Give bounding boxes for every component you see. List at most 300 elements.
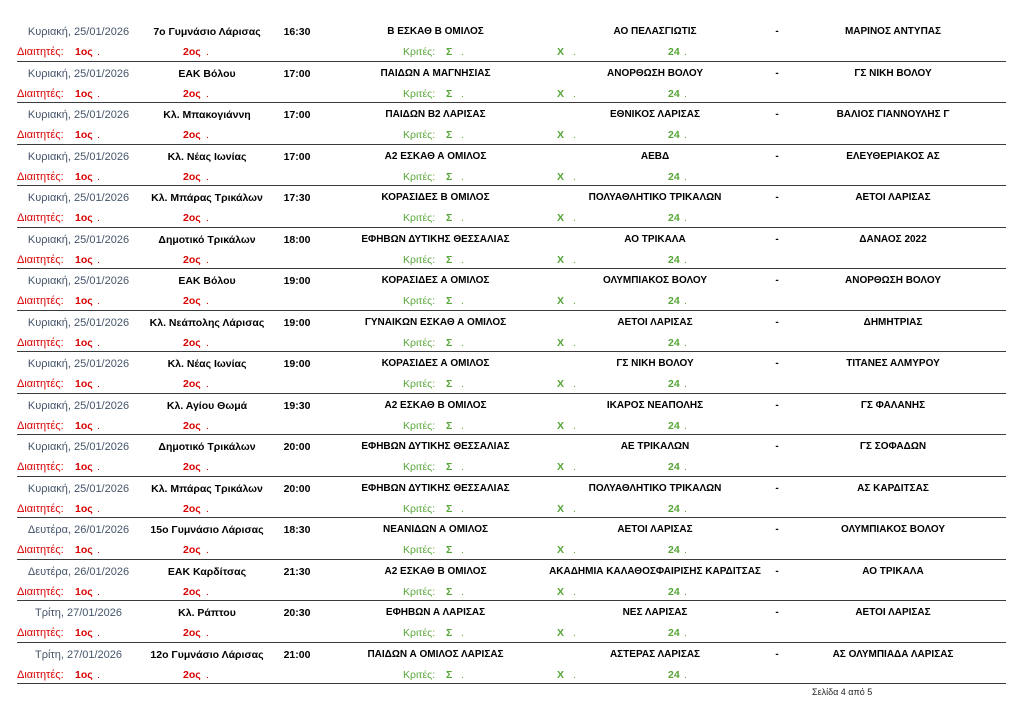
judges-label: Κριτές: bbox=[403, 253, 436, 266]
referee-2-slot: 2ος bbox=[183, 502, 201, 515]
match-category: ΠΑΙΔΩΝ Β2 ΛΑΡΙΣΑΣ bbox=[385, 109, 486, 120]
scorer-slot: Σ bbox=[446, 336, 453, 349]
scorer-slot: Σ bbox=[446, 544, 453, 556]
timekeeper-slot: Χ bbox=[557, 336, 565, 349]
timekeeper-slot: Χ bbox=[557, 212, 565, 224]
scorer-slot: Σ bbox=[446, 419, 453, 432]
judges-label: Κριτές: bbox=[403, 87, 436, 100]
referee-1-slot: 1ος bbox=[75, 336, 93, 349]
shot-clock-slot: 24 bbox=[668, 419, 680, 432]
match-row bbox=[0, 439, 1024, 481]
shot-clock-slot: 24 bbox=[668, 129, 680, 141]
referee-2-blank: . bbox=[206, 170, 209, 183]
referee-2-blank: . bbox=[206, 253, 209, 266]
home-team: ΓΣ ΝΙΚΗ ΒΟΛΟΥ bbox=[616, 358, 694, 369]
match-time: 17:00 bbox=[283, 67, 311, 80]
row-separator-line bbox=[17, 683, 1006, 684]
away-team: ΟΛΥΜΠΙΑΚΟΣ ΒΟΛΟΥ bbox=[840, 524, 946, 535]
timekeeper-blank: . bbox=[573, 585, 576, 598]
timekeeper-blank: . bbox=[573, 336, 576, 349]
referee-1-blank: . bbox=[97, 87, 100, 100]
match-date: Κυριακή, 25/01/2026 bbox=[27, 358, 130, 370]
versus-separator: - bbox=[775, 109, 779, 120]
match-date: Κυριακή, 25/01/2026 bbox=[27, 150, 130, 163]
match-time: 17:00 bbox=[283, 150, 311, 163]
away-team: ΑΣ ΚΑΡΔΙΤΣΑΣ bbox=[857, 482, 929, 494]
referee-2-blank: . bbox=[206, 336, 209, 349]
judges-label: Κριτές: bbox=[403, 668, 436, 681]
shot-clock-slot: 24 bbox=[668, 212, 680, 224]
match-time: 16:30 bbox=[283, 26, 311, 38]
shot-clock-slot: 24 bbox=[668, 502, 680, 515]
home-team: ΕΘΝΙΚΟΣ ΛΑΡΙΣΑΣ bbox=[610, 109, 700, 120]
shot-clock-blank: . bbox=[684, 585, 687, 598]
referee-2-blank: . bbox=[206, 295, 209, 307]
match-venue: Κλ. Ράπτου bbox=[178, 607, 236, 619]
versus-separator: - bbox=[775, 275, 779, 286]
referee-2-slot: 2ος bbox=[183, 544, 201, 556]
home-team: ΝΕΣ ΛΑΡΙΣΑΣ bbox=[622, 607, 688, 618]
referee-1-blank: . bbox=[97, 544, 100, 556]
match-time: 20:00 bbox=[283, 441, 311, 453]
timekeeper-blank: . bbox=[573, 502, 576, 515]
home-team: ΑΟ ΠΕΛΑΣΓΙΩΤΙΣ bbox=[613, 26, 697, 37]
timekeeper-slot: Χ bbox=[557, 419, 565, 432]
versus-separator: - bbox=[775, 150, 779, 162]
scorer-blank: . bbox=[461, 46, 464, 58]
referee-2-blank: . bbox=[206, 544, 209, 556]
match-time: 21:00 bbox=[283, 648, 311, 661]
timekeeper-blank: . bbox=[573, 46, 576, 58]
home-team: ΠΟΛΥΑΘΛΗΤΙΚΟ ΤΡΙΚΑΛΩΝ bbox=[588, 192, 722, 203]
timekeeper-blank: . bbox=[573, 170, 576, 183]
away-team: ΒΑΛΙΟΣ ΓΙΑΝΝΟΥΛΗΣ Γ bbox=[836, 109, 950, 120]
match-venue: 12ο Γυμνάσιο Λάρισας bbox=[150, 648, 264, 661]
away-team: ΓΣ ΣΟΦΑΔΩΝ bbox=[859, 441, 927, 452]
timekeeper-slot: Χ bbox=[557, 129, 565, 141]
match-time: 17:00 bbox=[283, 109, 311, 121]
match-date: Κυριακή, 25/01/2026 bbox=[27, 109, 130, 121]
match-date: Κυριακή, 25/01/2026 bbox=[27, 441, 130, 453]
scorer-slot: Σ bbox=[446, 46, 453, 58]
judges-label: Κριτές: bbox=[403, 129, 436, 141]
referee-2-blank: . bbox=[206, 378, 209, 390]
match-category: Β ΕΣΚΑΘ Β ΟΜΙΛΟΣ bbox=[387, 26, 484, 37]
referees-label: Διαιτητές: bbox=[17, 544, 64, 556]
home-team: ΑΕΤΟΙ ΛΑΡΙΣΑΣ bbox=[617, 524, 693, 535]
shot-clock-blank: . bbox=[684, 336, 687, 349]
page-number: Σελίδα 4 από 5 bbox=[812, 687, 873, 697]
away-team: ΤΙΤΑΝΕΣ ΑΛΜΥΡΟΥ bbox=[846, 358, 940, 369]
referee-2-blank: . bbox=[206, 461, 209, 473]
judges-label: Κριτές: bbox=[403, 461, 436, 473]
scorer-blank: . bbox=[461, 461, 464, 473]
timekeeper-slot: Χ bbox=[557, 668, 565, 681]
referees-label: Διαιτητές: bbox=[17, 419, 64, 432]
referees-label: Διαιτητές: bbox=[17, 46, 64, 58]
timekeeper-slot: Χ bbox=[557, 87, 565, 100]
judges-label: Κριτές: bbox=[403, 170, 436, 183]
versus-separator: - bbox=[775, 67, 779, 79]
shot-clock-slot: 24 bbox=[668, 336, 680, 349]
away-team: ΑΕΤΟΙ ΛΑΡΙΣΑΣ bbox=[855, 607, 931, 618]
shot-clock-blank: . bbox=[684, 87, 687, 100]
versus-separator: - bbox=[775, 441, 779, 452]
referees-label: Διαιτητές: bbox=[17, 378, 64, 390]
match-row bbox=[0, 522, 1024, 564]
row-separator-line bbox=[17, 517, 1006, 518]
versus-separator: - bbox=[775, 358, 779, 369]
scorer-blank: . bbox=[461, 544, 464, 556]
row-separator-line bbox=[17, 185, 1006, 186]
match-time: 19:00 bbox=[283, 316, 311, 329]
referee-2-blank: . bbox=[206, 627, 209, 639]
judges-label: Κριτές: bbox=[403, 295, 436, 307]
shot-clock-blank: . bbox=[684, 419, 687, 432]
match-date: Κυριακή, 25/01/2026 bbox=[27, 482, 130, 495]
referee-1-slot: 1ος bbox=[75, 212, 93, 224]
row-separator-line bbox=[17, 227, 1006, 228]
match-time: 18:30 bbox=[283, 524, 311, 536]
match-date: Τρίτη, 27/01/2026 bbox=[34, 648, 123, 661]
referee-1-slot: 1ος bbox=[75, 170, 93, 183]
match-venue: Κλ. Μπάρας Τρικάλων bbox=[151, 482, 263, 495]
referees-label: Διαιτητές: bbox=[17, 170, 64, 183]
shot-clock-blank: . bbox=[684, 212, 687, 224]
referee-1-blank: . bbox=[97, 336, 100, 349]
match-date: Κυριακή, 25/01/2026 bbox=[27, 67, 130, 80]
referees-label: Διαιτητές: bbox=[17, 502, 64, 515]
row-separator-line bbox=[17, 434, 1006, 435]
referee-1-slot: 1ος bbox=[75, 129, 93, 141]
match-row bbox=[0, 107, 1024, 149]
match-time: 19:00 bbox=[283, 275, 311, 287]
referee-1-blank: . bbox=[97, 585, 100, 598]
judges-label: Κριτές: bbox=[403, 627, 436, 639]
match-category: ΕΦΗΒΩΝ ΔΥΤΙΚΗΣ ΘΕΣΣΑΛΙΑΣ bbox=[361, 441, 510, 452]
judges-label: Κριτές: bbox=[403, 336, 436, 349]
timekeeper-blank: . bbox=[573, 295, 576, 307]
away-team: ΔΑΝΑΟΣ 2022 bbox=[859, 233, 927, 245]
home-team: ΟΛΥΜΠΙΑΚΟΣ ΒΟΛΟΥ bbox=[602, 275, 708, 286]
referee-2-blank: . bbox=[206, 46, 209, 58]
match-category: ΓΥΝΑΙΚΩΝ ΕΣΚΑΘ Α ΟΜΙΛΟΣ bbox=[364, 316, 507, 328]
referees-label: Διαιτητές: bbox=[17, 461, 64, 473]
row-separator-line bbox=[17, 642, 1006, 643]
match-date: Κυριακή, 25/01/2026 bbox=[27, 233, 130, 246]
versus-separator: - bbox=[775, 524, 779, 535]
referee-2-blank: . bbox=[206, 668, 209, 681]
referee-1-slot: 1ος bbox=[75, 295, 93, 307]
row-separator-line bbox=[17, 144, 1006, 145]
home-team: ΠΟΛΥΑΘΛΗΤΙΚΟ ΤΡΙΚΑΛΩΝ bbox=[588, 482, 722, 494]
shot-clock-slot: 24 bbox=[668, 585, 680, 598]
referee-1-slot: 1ος bbox=[75, 502, 93, 515]
match-venue: Κλ. Μπάρας Τρικάλων bbox=[151, 192, 263, 204]
shot-clock-slot: 24 bbox=[668, 378, 680, 390]
match-venue: Κλ. Νεάπολης Λάρισας bbox=[149, 316, 265, 329]
row-separator-line bbox=[17, 600, 1006, 601]
shot-clock-slot: 24 bbox=[668, 253, 680, 266]
scorer-blank: . bbox=[461, 295, 464, 307]
timekeeper-blank: . bbox=[573, 668, 576, 681]
timekeeper-slot: Χ bbox=[557, 461, 565, 473]
timekeeper-slot: Χ bbox=[557, 544, 565, 556]
away-team: ΑΝΟΡΘΩΣΗ ΒΟΛΟΥ bbox=[845, 275, 941, 286]
match-date: Κυριακή, 25/01/2026 bbox=[27, 399, 130, 412]
match-category: ΠΑΙΔΩΝ Α ΜΑΓΝΗΣΙΑΣ bbox=[380, 67, 491, 79]
referee-1-slot: 1ος bbox=[75, 544, 93, 556]
shot-clock-blank: . bbox=[684, 544, 687, 556]
timekeeper-slot: Χ bbox=[557, 627, 565, 639]
versus-separator: - bbox=[775, 233, 779, 245]
referees-label: Διαιτητές: bbox=[17, 87, 64, 100]
referee-1-blank: . bbox=[97, 378, 100, 390]
match-category: ΚΟΡΑΣΙΔΕΣ Α ΟΜΙΛΟΣ bbox=[381, 275, 490, 286]
scorer-slot: Σ bbox=[446, 212, 453, 224]
home-team: ΑΕ ΤΡΙΚΑΛΩΝ bbox=[620, 441, 690, 452]
referee-2-slot: 2ος bbox=[183, 87, 201, 100]
shot-clock-slot: 24 bbox=[668, 170, 680, 183]
versus-separator: - bbox=[775, 607, 779, 618]
match-date: Τρίτη, 27/01/2026 bbox=[34, 607, 123, 619]
scorer-blank: . bbox=[461, 129, 464, 141]
referee-2-slot: 2ος bbox=[183, 585, 201, 598]
match-row bbox=[0, 356, 1024, 398]
shot-clock-blank: . bbox=[684, 461, 687, 473]
referee-2-slot: 2ος bbox=[183, 378, 201, 390]
referee-1-blank: . bbox=[97, 253, 100, 266]
scorer-slot: Σ bbox=[446, 627, 453, 639]
match-time: 19:30 bbox=[283, 399, 311, 412]
judges-label: Κριτές: bbox=[403, 585, 436, 598]
scorer-slot: Σ bbox=[446, 253, 453, 266]
match-row bbox=[0, 315, 1024, 357]
match-row bbox=[0, 149, 1024, 191]
referees-label: Διαιτητές: bbox=[17, 129, 64, 141]
timekeeper-slot: Χ bbox=[557, 295, 565, 307]
referees-label: Διαιτητές: bbox=[17, 627, 64, 639]
scorer-slot: Σ bbox=[446, 87, 453, 100]
match-category: ΠΑΙΔΩΝ Α ΟΜΙΛΟΣ ΛΑΡΙΣΑΣ bbox=[367, 648, 504, 660]
referee-2-slot: 2ος bbox=[183, 170, 201, 183]
row-separator-line bbox=[17, 476, 1006, 477]
match-date: Κυριακή, 25/01/2026 bbox=[27, 275, 130, 287]
match-time: 20:30 bbox=[283, 607, 311, 619]
shot-clock-blank: . bbox=[684, 170, 687, 183]
shot-clock-slot: 24 bbox=[668, 295, 680, 307]
shot-clock-blank: . bbox=[684, 253, 687, 266]
versus-separator: - bbox=[775, 192, 779, 203]
timekeeper-slot: Χ bbox=[557, 170, 565, 183]
match-row bbox=[0, 481, 1024, 523]
shot-clock-slot: 24 bbox=[668, 544, 680, 556]
match-row bbox=[0, 605, 1024, 647]
row-separator-line bbox=[17, 61, 1006, 62]
scorer-blank: . bbox=[461, 212, 464, 224]
shot-clock-blank: . bbox=[684, 295, 687, 307]
scorer-blank: . bbox=[461, 627, 464, 639]
match-time: 21:30 bbox=[283, 565, 311, 578]
versus-separator: - bbox=[775, 565, 779, 577]
away-team: ΑΟ ΤΡΙΚΑΛΑ bbox=[862, 565, 924, 577]
shot-clock-blank: . bbox=[684, 129, 687, 141]
referee-1-slot: 1ος bbox=[75, 378, 93, 390]
referee-2-blank: . bbox=[206, 212, 209, 224]
referee-1-blank: . bbox=[97, 129, 100, 141]
match-row bbox=[0, 24, 1024, 66]
referees-label: Διαιτητές: bbox=[17, 336, 64, 349]
match-category: Α2 ΕΣΚΑΘ Β ΟΜΙΛΟΣ bbox=[384, 565, 487, 577]
referee-1-slot: 1ος bbox=[75, 627, 93, 639]
referee-1-slot: 1ος bbox=[75, 87, 93, 100]
versus-separator: - bbox=[775, 26, 779, 37]
referee-1-blank: . bbox=[97, 295, 100, 307]
away-team: ΔΗΜΗΤΡΙΑΣ bbox=[863, 316, 923, 328]
referee-1-blank: . bbox=[97, 502, 100, 515]
judges-label: Κριτές: bbox=[403, 544, 436, 556]
home-team: ΑΕΤΟΙ ΛΑΡΙΣΑΣ bbox=[617, 316, 693, 328]
timekeeper-blank: . bbox=[573, 461, 576, 473]
referee-1-slot: 1ος bbox=[75, 668, 93, 681]
match-row bbox=[0, 398, 1024, 440]
timekeeper-blank: . bbox=[573, 212, 576, 224]
scorer-slot: Σ bbox=[446, 668, 453, 681]
home-team: ΑΕΒΔ bbox=[640, 150, 670, 162]
shot-clock-slot: 24 bbox=[668, 627, 680, 639]
referee-2-blank: . bbox=[206, 87, 209, 100]
referee-1-blank: . bbox=[97, 170, 100, 183]
shot-clock-blank: . bbox=[684, 668, 687, 681]
shot-clock-slot: 24 bbox=[668, 87, 680, 100]
away-team: ΓΣ ΝΙΚΗ ΒΟΛΟΥ bbox=[854, 67, 932, 79]
timekeeper-slot: Χ bbox=[557, 502, 565, 515]
match-time: 20:00 bbox=[283, 482, 311, 495]
scorer-slot: Σ bbox=[446, 295, 453, 307]
judges-label: Κριτές: bbox=[403, 46, 436, 58]
match-category: ΕΦΗΒΩΝ ΔΥΤΙΚΗΣ ΘΕΣΣΑΛΙΑΣ bbox=[361, 482, 510, 494]
scorer-blank: . bbox=[461, 419, 464, 432]
timekeeper-blank: . bbox=[573, 544, 576, 556]
judges-label: Κριτές: bbox=[403, 419, 436, 432]
scorer-slot: Σ bbox=[446, 378, 453, 390]
timekeeper-blank: . bbox=[573, 253, 576, 266]
timekeeper-slot: Χ bbox=[557, 378, 565, 390]
match-category: ΚΟΡΑΣΙΔΕΣ Α ΟΜΙΛΟΣ bbox=[381, 358, 490, 369]
referee-2-slot: 2ος bbox=[183, 129, 201, 141]
shot-clock-slot: 24 bbox=[668, 461, 680, 473]
referee-2-slot: 2ος bbox=[183, 46, 201, 58]
referee-2-slot: 2ος bbox=[183, 336, 201, 349]
row-separator-line bbox=[17, 393, 1006, 394]
scorer-blank: . bbox=[461, 378, 464, 390]
scorer-slot: Σ bbox=[446, 129, 453, 141]
row-separator-line bbox=[17, 559, 1006, 560]
shot-clock-blank: . bbox=[684, 627, 687, 639]
match-venue: Κλ. Μπακογιάννη bbox=[163, 109, 251, 121]
scorer-blank: . bbox=[461, 87, 464, 100]
match-venue: Κλ. Νέας Ιωνίας bbox=[167, 358, 247, 370]
away-team: ΓΣ ΦΑΛΑΝΗΣ bbox=[860, 399, 926, 411]
referee-2-slot: 2ος bbox=[183, 253, 201, 266]
away-team: ΕΛΕΥΘΕΡΙΑΚΟΣ ΑΣ bbox=[846, 150, 940, 162]
match-date: Δευτέρα, 26/01/2026 bbox=[27, 565, 130, 578]
referee-2-slot: 2ος bbox=[183, 419, 201, 432]
scorer-blank: . bbox=[461, 585, 464, 598]
timekeeper-slot: Χ bbox=[557, 253, 565, 266]
match-venue: Κλ. Νέας Ιωνίας bbox=[167, 150, 247, 163]
match-row bbox=[0, 66, 1024, 108]
referee-1-slot: 1ος bbox=[75, 585, 93, 598]
row-separator-line bbox=[17, 268, 1006, 269]
judges-label: Κριτές: bbox=[403, 378, 436, 390]
referee-1-blank: . bbox=[97, 668, 100, 681]
versus-separator: - bbox=[775, 399, 779, 411]
match-date: Κυριακή, 25/01/2026 bbox=[27, 316, 130, 329]
referees-label: Διαιτητές: bbox=[17, 212, 64, 224]
match-schedule bbox=[0, 24, 1024, 688]
referee-1-blank: . bbox=[97, 627, 100, 639]
shot-clock-blank: . bbox=[684, 378, 687, 390]
match-venue: Δημοτικό Τρικάλων bbox=[158, 233, 256, 246]
scorer-slot: Σ bbox=[446, 461, 453, 473]
referee-2-slot: 2ος bbox=[183, 461, 201, 473]
row-separator-line bbox=[17, 351, 1006, 352]
timekeeper-blank: . bbox=[573, 87, 576, 100]
timekeeper-slot: Χ bbox=[557, 46, 565, 58]
referees-label: Διαιτητές: bbox=[17, 585, 64, 598]
match-venue: ΕΑΚ Καρδίτσας bbox=[167, 565, 247, 578]
match-category: Α2 ΕΣΚΑΘ Α ΟΜΙΛΟΣ bbox=[384, 150, 487, 162]
referee-2-slot: 2ος bbox=[183, 627, 201, 639]
referee-1-slot: 1ος bbox=[75, 461, 93, 473]
home-team: ΑΚΑΔΗΜΙΑ ΚΑΛΑΘΟΣΦΑΙΡΙΣΗΣ ΚΑΡΔΙΤΣΑΣ bbox=[549, 565, 761, 577]
row-separator-line bbox=[17, 310, 1006, 311]
referee-1-blank: . bbox=[97, 419, 100, 432]
referee-1-blank: . bbox=[97, 212, 100, 224]
match-venue: ΕΑΚ Βόλου bbox=[178, 67, 236, 80]
match-date: Δευτέρα, 26/01/2026 bbox=[27, 524, 130, 536]
shot-clock-blank: . bbox=[684, 502, 687, 515]
shot-clock-slot: 24 bbox=[668, 46, 680, 58]
timekeeper-blank: . bbox=[573, 419, 576, 432]
match-venue: Δημοτικό Τρικάλων bbox=[158, 441, 256, 453]
match-venue: 7ο Γυμνάσιο Λάρισας bbox=[153, 26, 261, 38]
versus-separator: - bbox=[775, 316, 779, 328]
match-venue: Κλ. Αγίου Θωμά bbox=[166, 399, 248, 412]
scorer-blank: . bbox=[461, 502, 464, 515]
timekeeper-blank: . bbox=[573, 378, 576, 390]
referee-2-slot: 2ος bbox=[183, 668, 201, 681]
referees-label: Διαιτητές: bbox=[17, 253, 64, 266]
judges-label: Κριτές: bbox=[403, 212, 436, 224]
away-team: ΜΑΡΙΝΟΣ ΑΝΤΥΠΑΣ bbox=[844, 26, 942, 37]
timekeeper-blank: . bbox=[573, 129, 576, 141]
match-date: Κυριακή, 25/01/2026 bbox=[27, 192, 130, 204]
scorer-blank: . bbox=[461, 336, 464, 349]
referee-1-blank: . bbox=[97, 461, 100, 473]
shot-clock-blank: . bbox=[684, 46, 687, 58]
versus-separator: - bbox=[775, 482, 779, 494]
scorer-blank: . bbox=[461, 170, 464, 183]
away-team: ΑΕΤΟΙ ΛΑΡΙΣΑΣ bbox=[855, 192, 931, 203]
away-team: ΑΣ ΟΛΥΜΠΙΑΔΑ ΛΑΡΙΣΑΣ bbox=[832, 648, 954, 660]
match-row bbox=[0, 232, 1024, 274]
referee-1-slot: 1ος bbox=[75, 46, 93, 58]
referee-1-slot: 1ος bbox=[75, 253, 93, 266]
versus-separator: - bbox=[775, 648, 779, 660]
match-category: Α2 ΕΣΚΑΘ Β ΟΜΙΛΟΣ bbox=[384, 399, 487, 411]
